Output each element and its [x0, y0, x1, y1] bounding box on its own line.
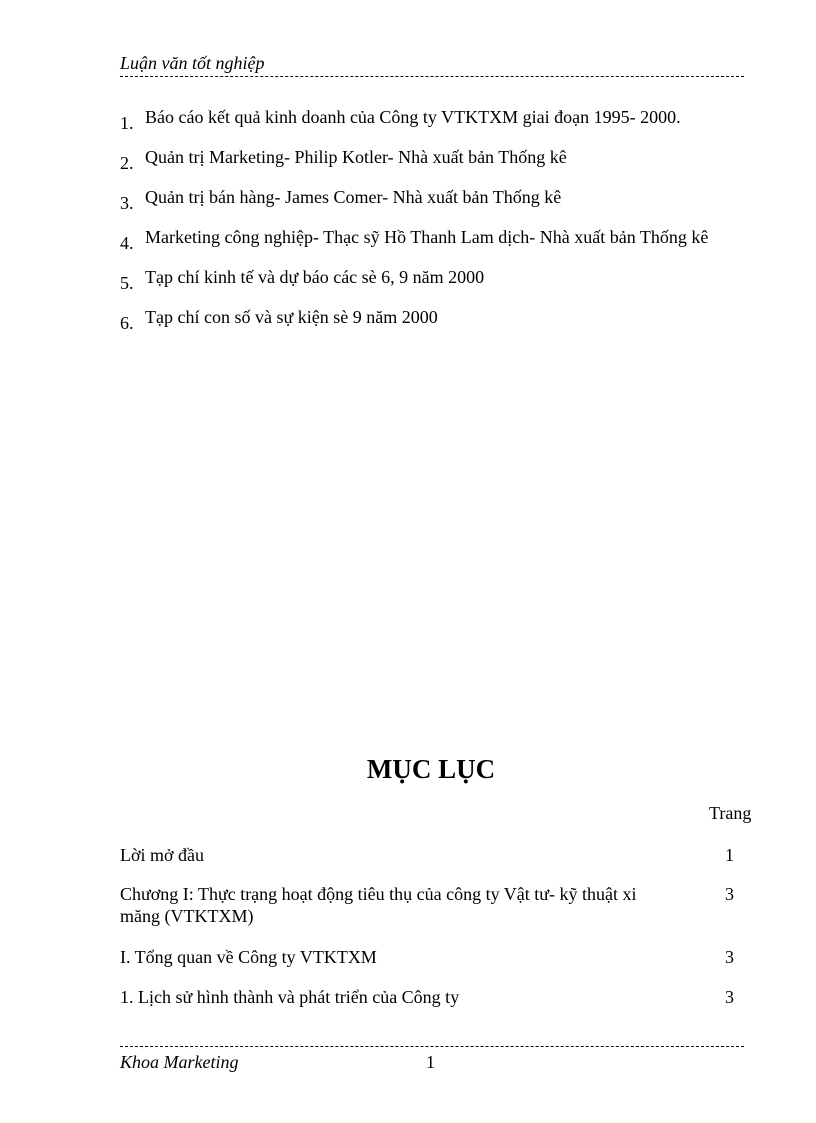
reference-item: [120, 266, 485, 293]
reference-item: [120, 226, 709, 253]
toc-title: MỤC LỤC: [366, 754, 496, 784]
reference-number: 1.: [120, 113, 134, 133]
reference-number: 3.: [120, 193, 134, 213]
reference-item: [120, 146, 567, 173]
toc-entry-text: Lời mở đầu: [120, 845, 205, 865]
page-header: [120, 52, 744, 77]
toc-entry-page: 3: [725, 884, 734, 904]
reference-item: [120, 186, 562, 213]
reference-text: Tạp chí kinh tế và dự báo các sè 6, 9 năm 2000: [145, 267, 485, 287]
toc-entry-page: 3: [725, 947, 734, 967]
reference-number: 2.: [120, 153, 134, 173]
reference-text: Tạp chí con số và sự kiện sè 9 năm 2000: [145, 307, 438, 327]
reference-number: 6.: [120, 313, 134, 333]
footer-page-number: 1: [426, 1052, 435, 1072]
reference-item: [120, 106, 681, 133]
toc-entry-text: I. Tổng quan về Công ty VTKTXM: [120, 947, 377, 967]
toc-entry-text: 1. Lịch sử hình thành và phát triển của Công ty: [120, 987, 460, 1007]
reference-number: 4.: [120, 233, 134, 253]
toc-entry-page: 3: [725, 987, 734, 1007]
reference-number: 5.: [120, 273, 134, 293]
reference-text: Báo cáo kết quả kinh doanh của Công ty VTKTXM giai đoạn 1995- 2000.: [145, 107, 681, 127]
toc-entry-page: 1: [725, 845, 734, 865]
toc-entry-text: Chương I: Thực trạng hoạt động tiêu thụ của công ty Vật tư- kỹ thuật xi măng (VTKTXM): [120, 884, 637, 926]
toc-page-column-label: Trang: [709, 803, 752, 823]
reference-text: Quản trị bán hàng- James Comer- Nhà xuất bản Thống kê: [145, 187, 562, 207]
page-footer: [120, 1046, 744, 1072]
footer-text: Khoa Marketing: [120, 1052, 239, 1072]
reference-text: Marketing công nghiệp- Thạc sỹ Hồ Thanh Lam dịch- Nhà xuất bản Thống kê: [145, 227, 709, 247]
reference-item: [120, 306, 438, 333]
reference-text: Quản trị Marketing- Philip Kotler- Nhà xuất bản Thống kê: [145, 147, 567, 167]
header-title: Luận văn tốt nghiệp: [120, 53, 265, 73]
